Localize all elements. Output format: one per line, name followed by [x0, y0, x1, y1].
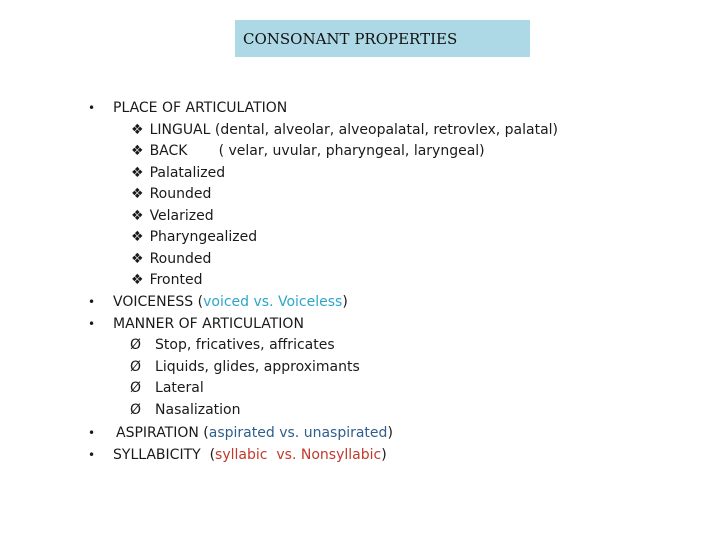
- manner-heading: MANNER OF ARTICULATION: [113, 316, 304, 332]
- aspiration-line: ASPIRATION (aspirated vs. unaspirated): [116, 425, 393, 441]
- list-item: Ø Lateral: [130, 380, 204, 396]
- list-item: ❖ Palatalized: [131, 165, 226, 181]
- voice-line: VOICENESS (voiced vs. Voiceless): [113, 294, 348, 310]
- diamond-icon: ❖: [131, 251, 144, 267]
- list-item: ❖ BACK ( velar, uvular, pharyngeal, laryngeal): [131, 143, 485, 159]
- list-item: ❖ Pharyngealized: [131, 229, 258, 245]
- arrow-icon: Ø: [130, 359, 142, 375]
- arrow-icon: Ø: [130, 337, 142, 353]
- list-item: ❖ Rounded: [131, 186, 212, 202]
- diamond-icon: ❖: [131, 122, 144, 138]
- diamond-icon: ❖: [131, 143, 144, 159]
- bullet-icon: •: [88, 448, 96, 462]
- list-item: Ø Stop, fricatives, affricates: [130, 337, 335, 353]
- bullet-icon: •: [88, 295, 96, 309]
- diamond-icon: ❖: [131, 165, 144, 181]
- bullet-icon: •: [88, 426, 96, 440]
- arrow-icon: Ø: [130, 380, 142, 396]
- bullet-icon: •: [88, 101, 96, 115]
- slide-title: CONSONANT PROPERTIES: [235, 20, 530, 57]
- list-item: ❖ Rounded: [131, 251, 212, 267]
- diamond-icon: ❖: [131, 229, 144, 245]
- list-item: ❖ LINGUAL (dental, alveolar, alveopalatal, retrovlex, palatal): [131, 122, 559, 138]
- list-item: Ø Nasalization: [130, 402, 241, 418]
- diamond-icon: ❖: [131, 272, 144, 288]
- bullet-icon: •: [88, 317, 96, 331]
- syllabicity-line: SYLLABICITY (syllabic vs. Nonsyllabic): [113, 447, 387, 463]
- diamond-icon: ❖: [131, 208, 144, 224]
- place-heading: PLACE OF ARTICULATION: [113, 100, 288, 116]
- arrow-icon: Ø: [130, 402, 142, 418]
- diamond-icon: ❖: [131, 186, 144, 202]
- list-item: ❖ Velarized: [131, 208, 214, 224]
- list-item: Ø Liquids, glides, approximants: [130, 359, 360, 375]
- list-item: ❖ Fronted: [131, 272, 203, 288]
